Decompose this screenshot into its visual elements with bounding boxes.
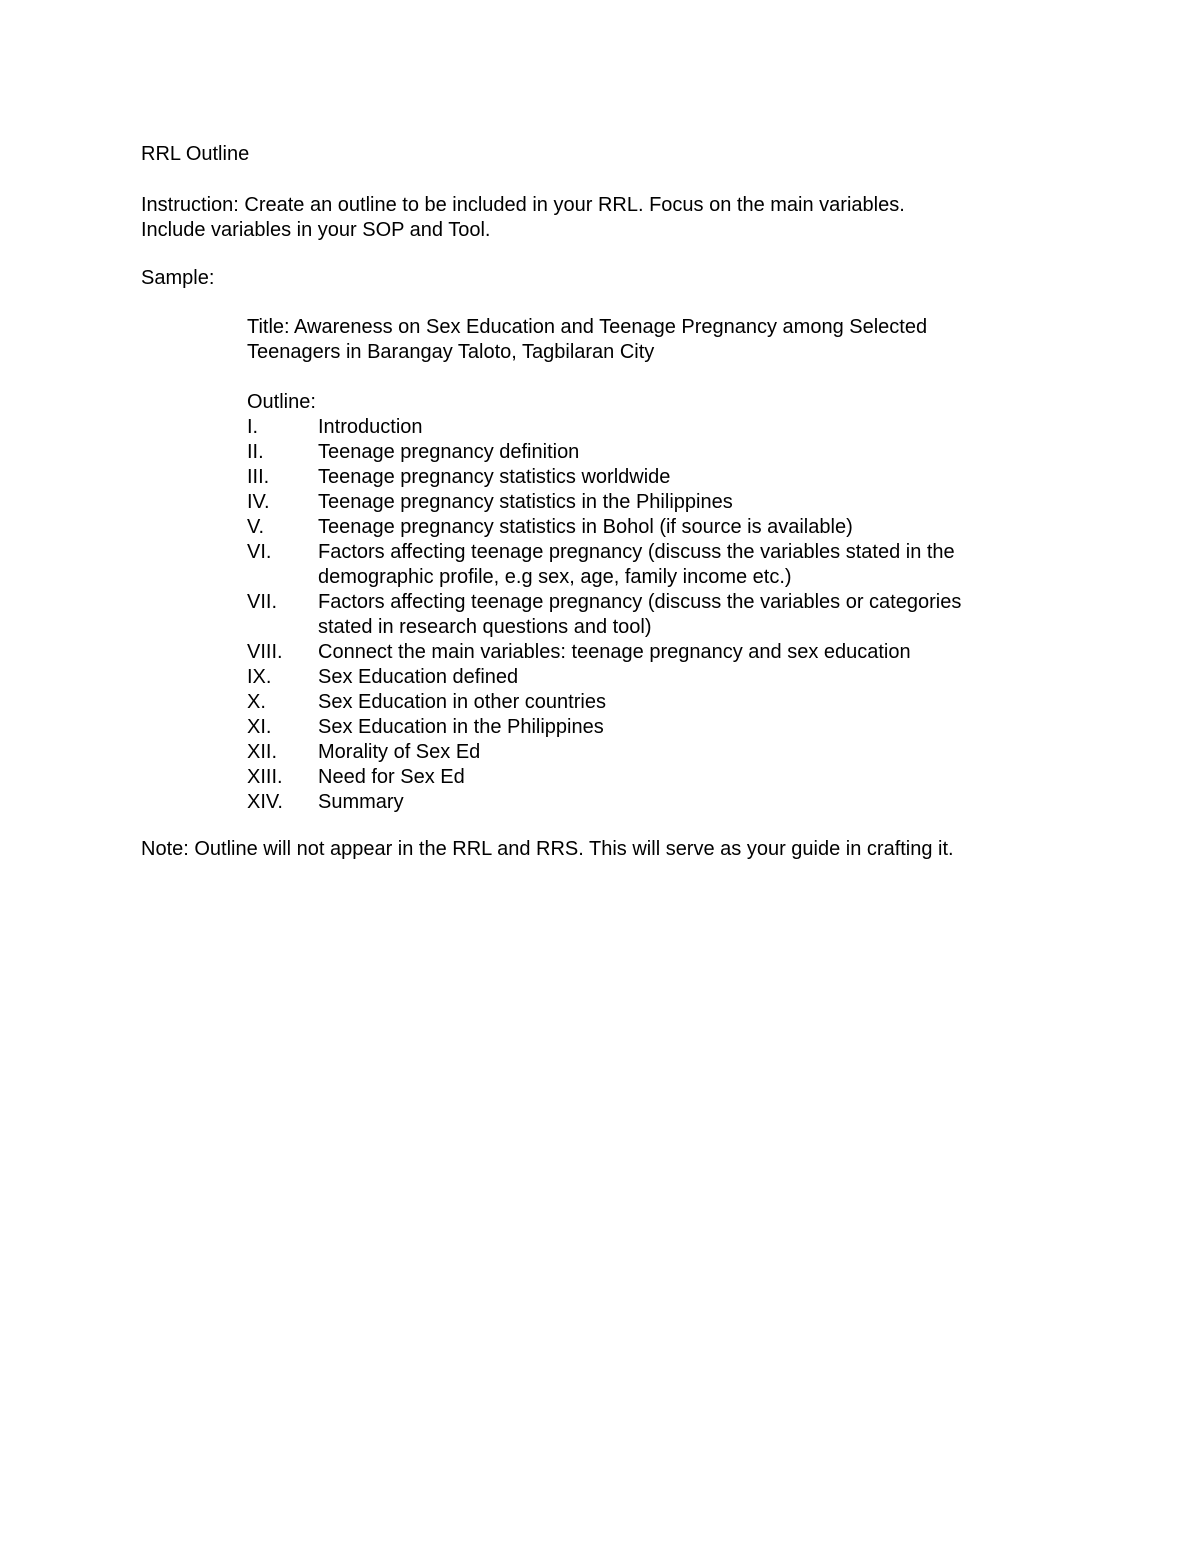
outline-item [247, 590, 1047, 640]
outline-item-line: stated in research questions and tool) [318, 616, 652, 638]
outline-item-line: Teenage pregnancy statistics worldwide [318, 466, 671, 488]
outline-label: Outline: [247, 391, 316, 413]
outline-item-number: II. [247, 441, 264, 463]
outline-item-text [318, 665, 1047, 690]
instruction-line: Instruction: Create an outline to be included in your RRL. Focus on the main variables. [141, 194, 905, 216]
outline-item-number: X. [247, 691, 266, 713]
outline-item-number: III. [247, 466, 270, 488]
outline-item-line: Factors affecting teenage pregnancy (discuss the variables or categories [318, 591, 962, 613]
outline-item-line: Teenage pregnancy definition [318, 441, 580, 463]
outline-item-number: VIII. [247, 641, 283, 663]
outline-item-line: Connect the main variables: teenage pregnancy and sex education [318, 641, 911, 663]
outline-item-number: IX. [247, 666, 272, 688]
outline-item [247, 490, 1047, 515]
outline-item-number: XIII. [247, 766, 283, 788]
outline-item-number: XI. [247, 716, 272, 738]
outline-item [247, 665, 1047, 690]
sample-title-line: Teenagers in Barangay Taloto, Tagbilaran City [247, 341, 655, 363]
instruction-paragraph [141, 193, 1041, 243]
outline-item [247, 790, 1047, 815]
note-paragraph: Note: Outline will not appear in the RRL and RRS. This will serve as your guide in crafting it. [141, 838, 954, 860]
outline-item-text [318, 440, 1047, 465]
outline-item-text [318, 490, 1047, 515]
outline-item [247, 715, 1047, 740]
outline-item [247, 465, 1047, 490]
outline-item-text [318, 415, 1047, 440]
outline-item [247, 415, 1047, 440]
outline-item-line: Introduction [318, 416, 423, 438]
sample-label: Sample: [141, 267, 215, 289]
outline-item-number: VII. [247, 591, 278, 613]
outline-item-number: XII. [247, 741, 278, 763]
outline-item-text [318, 640, 1047, 665]
outline-item [247, 690, 1047, 715]
outline-item [247, 740, 1047, 765]
outline-item-text [318, 690, 1047, 715]
outline-item-number: XIV. [247, 791, 283, 813]
outline-item [247, 515, 1047, 540]
outline-item-text [318, 465, 1047, 490]
outline-item-number: IV. [247, 491, 270, 513]
outline-item-line: Summary [318, 791, 404, 813]
outline-item [247, 540, 1047, 590]
sample-title [247, 315, 1047, 365]
outline-item-number: V. [247, 516, 265, 538]
outline-item-text [318, 790, 1047, 815]
outline-item-line: Teenage pregnancy statistics in Bohol (if source is available) [318, 516, 853, 538]
outline-item [247, 440, 1047, 465]
outline-item-line: demographic profile, e.g sex, age, family income etc.) [318, 566, 792, 588]
outline-item-text [318, 765, 1047, 790]
outline-item [247, 765, 1047, 790]
instruction-line: Include variables in your SOP and Tool. [141, 219, 491, 241]
outline-item-line: Sex Education in the Philippines [318, 716, 604, 738]
outline-item-text [318, 715, 1047, 740]
outline-item-line: Need for Sex Ed [318, 766, 465, 788]
outline-item-line: Sex Education in other countries [318, 691, 606, 713]
outline-item-line: Teenage pregnancy statistics in the Philippines [318, 491, 733, 513]
outline-item-number: I. [247, 416, 259, 438]
outline-list [247, 415, 1047, 815]
sample-title-line: Title: Awareness on Sex Education and Teenage Pregnancy among Selected [247, 316, 928, 338]
outline-item-number: VI. [247, 541, 272, 563]
outline-item-text [318, 540, 1047, 590]
outline-item-text [318, 740, 1047, 765]
outline-item-text [318, 515, 1047, 540]
outline-item-line: Factors affecting teenage pregnancy (discuss the variables stated in the [318, 541, 955, 563]
outline-item-line: Morality of Sex Ed [318, 741, 481, 763]
outline-item-line: Sex Education defined [318, 666, 519, 688]
document-title: RRL Outline [141, 143, 250, 165]
outline-item-text [318, 590, 1047, 640]
outline-item [247, 640, 1047, 665]
